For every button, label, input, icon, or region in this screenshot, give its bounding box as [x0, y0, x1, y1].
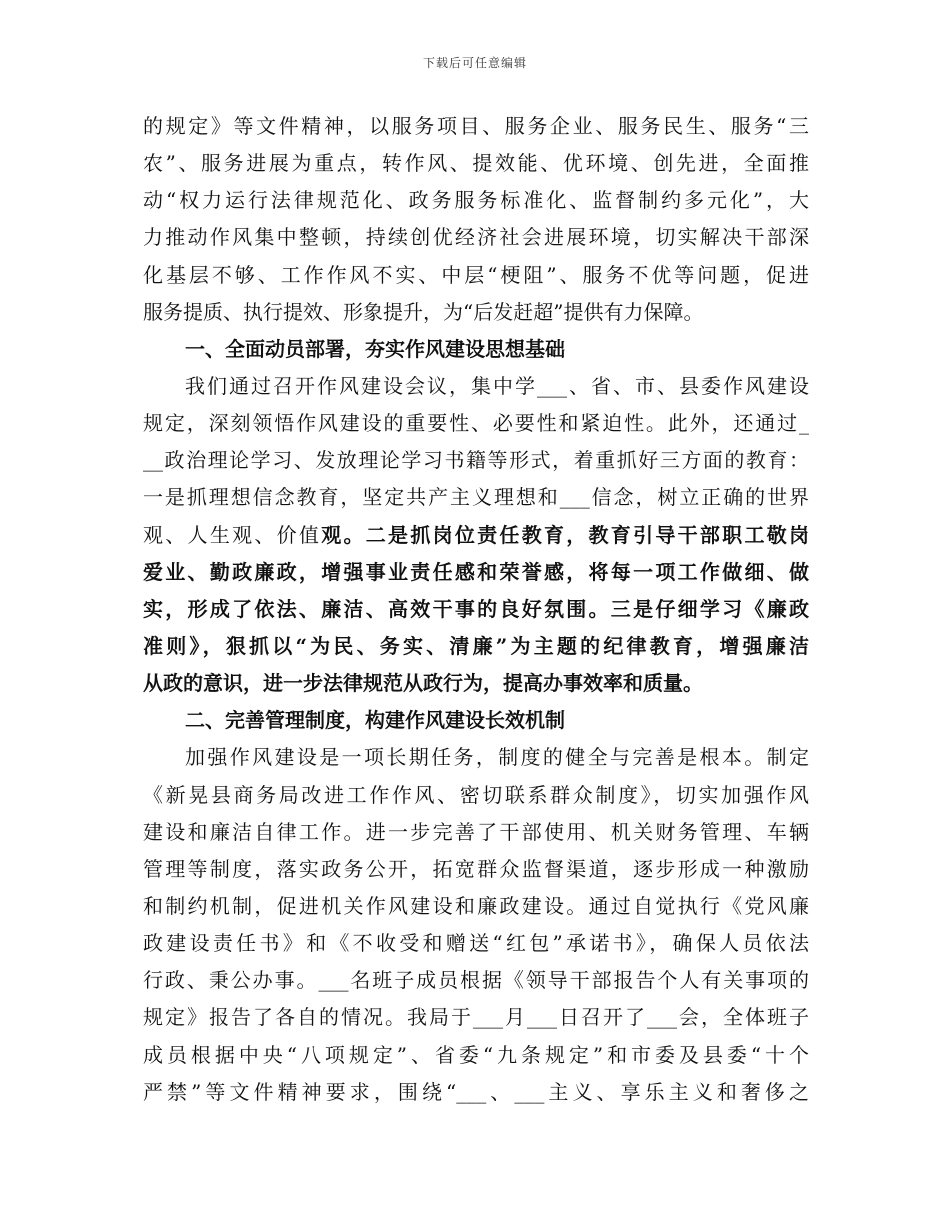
text-run-bold: 观。二是抓岗位责任教育，教育引导干部职工敬岗 [321, 522, 809, 547]
page-header: 下载后可任意编辑 [422, 56, 527, 70]
text-line: 动“权力运行法律规范化、政务服务标准化、监督制约多元化”，大 [143, 188, 809, 213]
text-line: 《新晃县商务局改进工作作风、密切联系群众制度》，切实加强作风 [143, 782, 809, 807]
text-line: 从政的意识，进一步法律规范从政行为，提高办事效率和质量。 [143, 671, 703, 696]
text-line: 农”、服务进展为重点，转作风、提效能、优环境、创先进，全面推 [143, 151, 809, 176]
text-line: 一是抓理想信念教育，坚定共产主义理想和___信念，树立正确的世界 [143, 485, 809, 510]
text-line: 我们通过召开作风建设会议，集中学___、省、市、县委作风建设 [185, 373, 809, 398]
text-line: 的规定》等文件精神，以服务项目、服务企业、服务民生、服务“三 [143, 114, 809, 138]
text-line: __政治理论学习、发放理论学习书籍等形式，着重抓好三方面的教育： [143, 448, 809, 473]
text-line: 力推动作风集中整顿，持续创优经济社会进展环境，切实解决干部深 [143, 225, 809, 250]
text-line: 成员根据中央“八项规定”、省委“九条规定”和市委及县委“十个 [143, 1042, 809, 1067]
text-line: 二、完善管理制度，构建作风建设长效机制 [185, 708, 565, 733]
text-line: 爱业、勤政廉政，增强事业责任感和荣誉感，将每一项工作做细、做 [143, 559, 809, 584]
text-line: 政建设责任书》和《不收受和赠送“红包”承诺书》，确保人员依法 [143, 931, 809, 956]
text-line: 准则》，狠抓以“为民、务实、清廉”为主题的纪律教育，增强廉洁 [143, 633, 809, 658]
text-line: 建设和廉洁自律工作。进一步完善了干部使用、机关财务管理、车辆 [143, 819, 809, 844]
text-line: 实，形成了依法、廉洁、高效干事的良好氛围。三是仔细学习《廉政 [143, 596, 809, 621]
text-line: 规定，深刻领悟作风建设的重要性、必要性和紧迫性。此外，还通过_ [143, 411, 809, 436]
text-line: 一、全面动员部署，夯实作风建设思想基础 [185, 336, 565, 361]
text-line: 行政、秉公办事。___名班子成员根据《领导干部报告个人有关事项的 [143, 968, 809, 993]
text-line: 加强作风建设是一项长期任务，制度的健全与完善是根本。制定 [185, 745, 809, 770]
text-line: 规定》报告了各自的情况。我局于___月___日召开了___会，全体班子 [143, 1005, 809, 1030]
document-body [143, 108, 809, 1111]
text-line: 管理等制度，落实政务公开，拓宽群众监督渠道，逐步形成一种激励 [143, 856, 809, 881]
text-run: 观、人生观、价值 [143, 522, 322, 547]
text-line: 和制约机制，促进机关作风建设和廉政建设。通过自觉执行《党风廉 [143, 893, 809, 918]
text-line: 化基层不够、工作作风不实、中层“梗阻”、服务不优等问题，促进 [143, 262, 809, 287]
text-line: 服务提质、执行提效、形象提升，为“后发赶超”提供有力保障。 [143, 299, 704, 324]
text-line [143, 517, 809, 554]
text-line: 严禁”等文件精神要求，围绕“___、___主义、享乐主义和奢侈之 [143, 1079, 809, 1104]
